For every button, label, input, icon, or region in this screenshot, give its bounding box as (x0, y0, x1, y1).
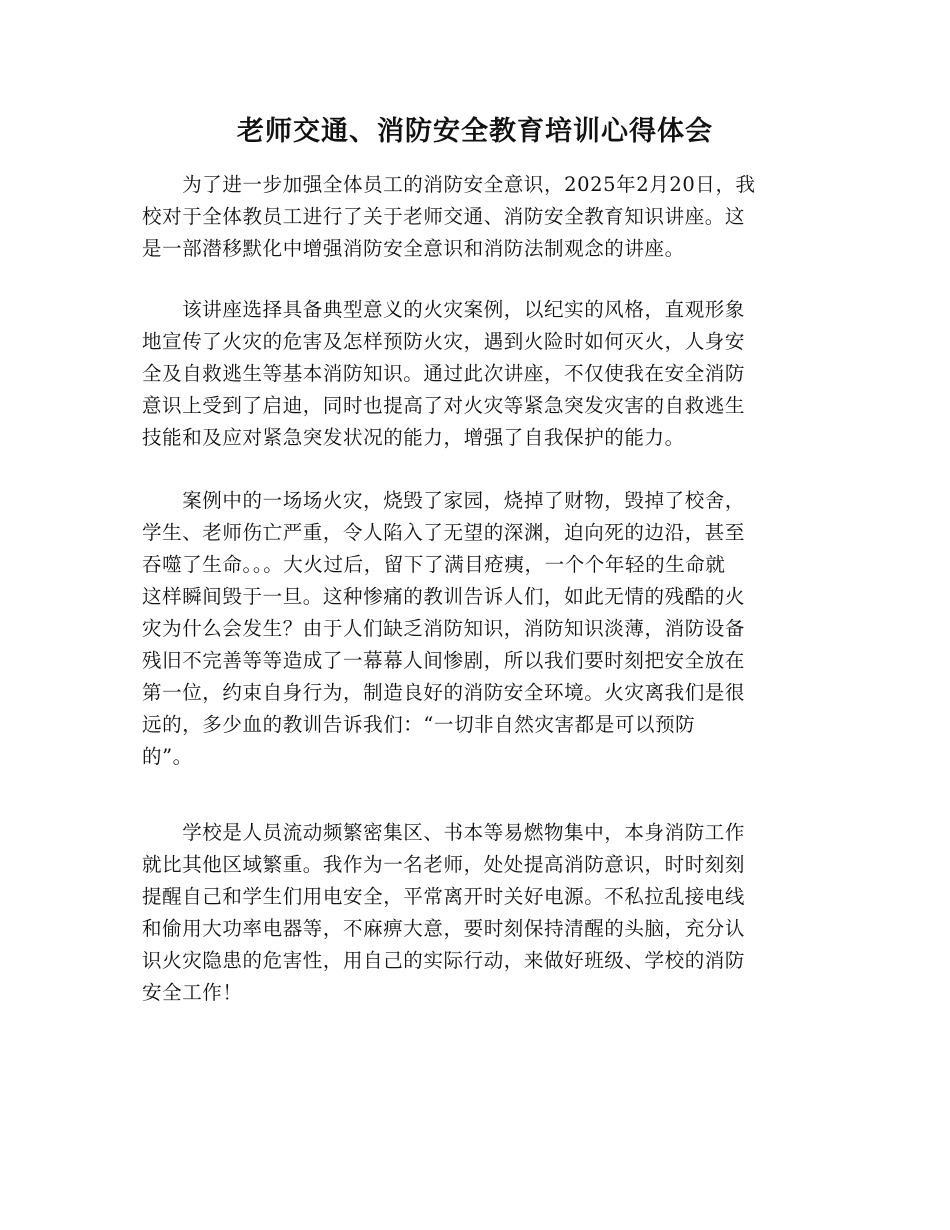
paragraph-intro: 为了进一步加强全体员工的消防安全意识，2025年2月20日，我 校对于全体教员工进行了关于老师交通、消防安全教育知识讲座。这 是一部潜移默化中增强消防安全意识和消防法制观念的讲座。 (142, 173, 756, 260)
paragraph-lecture-content: 该讲座选择具备典型意义的火灾案例，以纪实的风格，直观形象 地宣传了火灾的危害及怎样预防火灾，遇到火险时如何灭火，人身安 全及自救逃生等基本消防知识。通过此次讲座，不仅使我在安全消防 意识上受到了启迪，同时也提高了对火灾等紧急突发灾害的自救逃生 技能和及应对紧急突发状况的能力，增强了自我保护的能力。 (142, 298, 746, 449)
paragraph-fire-cases: 案例中的一场场火灾，烧毁了家园，烧掉了财物，毁掉了校舍， 学生、老师伤亡严重，令人陷入了无望的深渊，迫向死的边沿，甚至 吞噬了生命。。。大火过后，留下了满目疮痍，一个个年轻的生命就 这样瞬间毁于一旦。这种惨痛的教训告诉人们，如此无情的残酷的火 灾为什么会发生？由于人们缺乏消防知识，消防知识淡薄，消防设备 残旧不完善等等造成了一幕幕人间惨剧，所以我们要时刻把安全放在 第一位，约束自身行为，制造良好的消防安全环境。火灾离我们是很 远的，多少血的教训告诉我们：“一切非自然灾害都是可以预防 的”。 (142, 489, 746, 768)
paragraph-school-safety: 学校是人员流动频繁密集区、书本等易燃物集中，本身消防工作 就比其他区域繁重。我作为一名老师，处处提高消防意识，时时刻刻 提醒自己和学生们用电安全，平常离开时关好电源。不私拉乱接电线 和偷用大功率电器等，不麻痹大意，要时刻保持清醒的头脑，充分认 识火灾隐患的危害性，用自己的实际行动，来做好班级、学校的消防 安全工作！ (142, 821, 746, 1004)
document-title: 老师交通、消防安全教育培训心得体会 (237, 116, 713, 147)
